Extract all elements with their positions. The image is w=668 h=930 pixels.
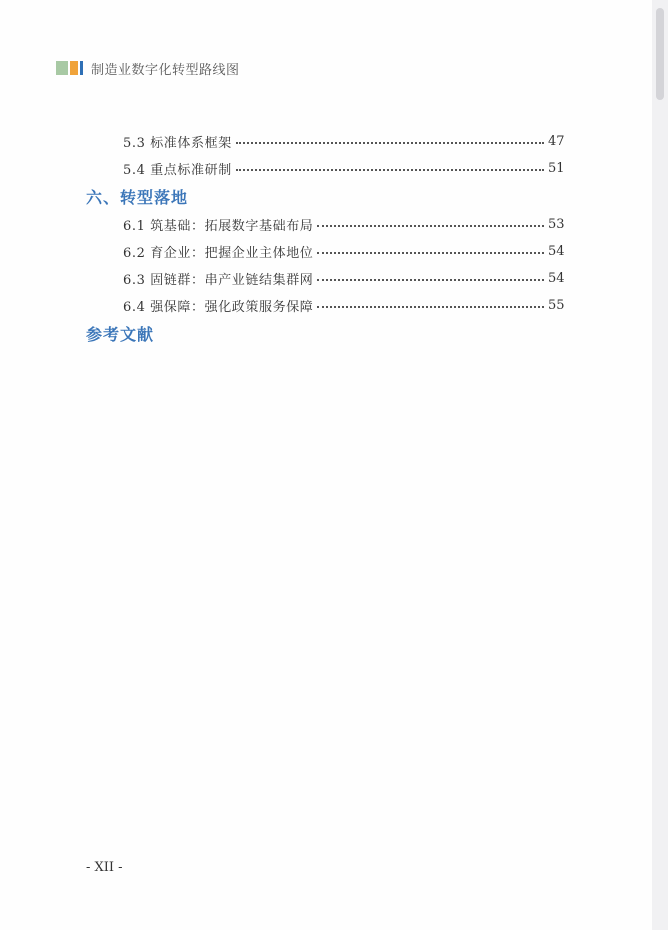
dot-leader (317, 306, 544, 308)
scrollbar-track[interactable] (652, 0, 668, 930)
toc-entry-page: 47 (548, 134, 565, 149)
toc-entry-6-2[interactable] (86, 238, 564, 265)
toc-entry-page: 51 (548, 161, 565, 176)
dot-leader (236, 142, 544, 144)
toc-entry-6-3[interactable] (86, 265, 564, 292)
scrollbar-thumb[interactable] (656, 8, 664, 100)
toc-entry-label: 5.3 标准体系框架 (123, 136, 232, 151)
toc-entry-6-1[interactable] (86, 211, 564, 238)
toc-entry-label: 6.1 筑基础：拓展数字基础布局 (123, 219, 314, 234)
dot-leader (317, 252, 544, 254)
toc-entry-page: 53 (548, 217, 565, 232)
header-title: 制造业数字化转型路线图 (91, 62, 240, 78)
toc-entry-5-4[interactable] (86, 155, 564, 182)
toc-entry-6-4[interactable] (86, 292, 564, 319)
dot-leader (317, 279, 544, 281)
header-orange-block (70, 61, 78, 75)
toc-entry-label: 5.4 重点标准研制 (123, 163, 232, 178)
header-blue-block (80, 61, 83, 75)
table-of-contents (86, 128, 564, 348)
toc-entry-label: 6.3 固链群：串产业链结集群网 (123, 273, 314, 288)
toc-entry-label: 6.2 育企业：把握企业主体地位 (123, 246, 314, 261)
toc-entry-5-3[interactable] (86, 128, 564, 155)
toc-entry-page: 55 (548, 298, 565, 313)
dot-leader (236, 169, 544, 171)
toc-references-heading[interactable]: 参考文献 (86, 325, 155, 344)
toc-section-6-heading[interactable]: 六、转型落地 (86, 188, 189, 207)
running-header (56, 58, 240, 78)
toc-entry-page: 54 (548, 244, 565, 259)
dot-leader (317, 225, 544, 227)
toc-entry-label: 6.4 强保障：强化政策服务保障 (123, 300, 314, 315)
header-green-block (56, 61, 68, 75)
page-number: - XII - (86, 860, 123, 875)
toc-entry-page: 54 (548, 271, 565, 286)
